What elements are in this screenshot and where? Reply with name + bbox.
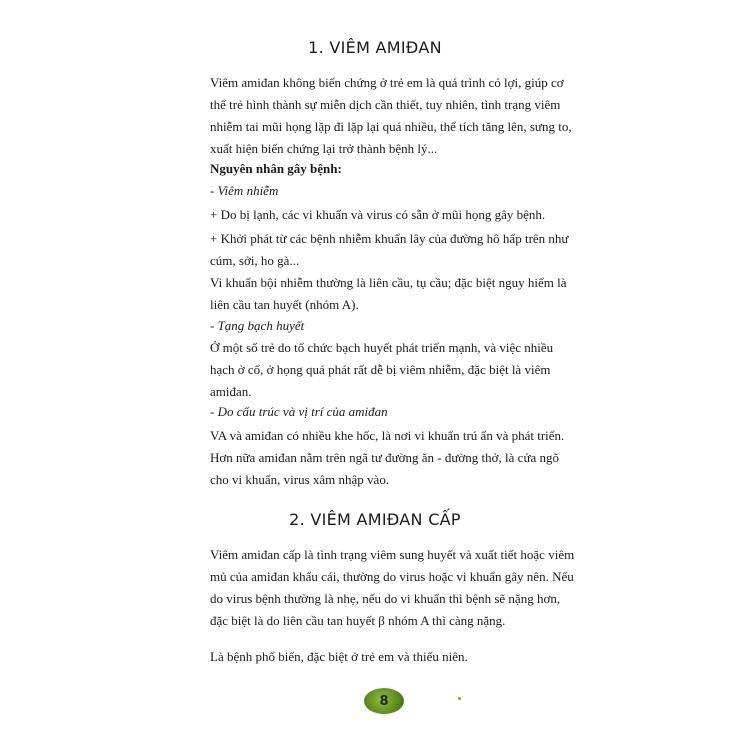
cause-label: Nguyên nhân gây bệnh: <box>210 161 342 176</box>
section-1-intro: Viêm amiđan không biến chứng ở trẻ em là quá trình có lợi, giúp cơ thể trẻ hình thành sự miễn dịch cần thiết, tuy nhiên, tình trạng viêm nhiễm tai mũi họng lặp đi lặp lại quá nhiều, thể tích tăng lên, sưng to, xuất hiện biến chứng lại trở thành bệnh lý... <box>210 75 572 156</box>
structure-label: - Do cấu trúc và vị trí của amiđan <box>210 404 388 419</box>
lymph-label: - Tạng bạch huyết <box>210 318 305 333</box>
section-2-text-2: Là bệnh phổ biến, đặc biệt ở trẻ em và thiếu niên. <box>210 649 468 664</box>
infection-item-1: + Do bị lạnh, các vi khuẩn và virus có sẵn ở mũi họng gây bệnh. <box>210 207 546 222</box>
structure-text: VA và amiđan có nhiều khe hốc, là nơi vi khuẩn trú ẩn và phát triển. Hơn nữa amiđan nằm trên ngã tư đường ăn - đường thở, là cửa ngõ cho vi khuẩn, virus xâm nhập vào. <box>210 428 565 487</box>
lymph-text: Ở một số trẻ do tổ chức bạch huyết phát triển mạnh, và việc nhiều hạch ở cổ, ở họng quá phát rất dễ bị viêm nhiễm, đặc biệt là viêm amiđan. <box>210 340 554 399</box>
section-1-heading: 1. VIÊM AMIĐAN <box>308 38 442 57</box>
page-number: 8 <box>379 693 389 709</box>
decorative-dot <box>458 697 461 700</box>
section-2-text-1: Viêm amiđan cấp là tình trạng viêm sung huyết và xuất tiết hoặc viêm mủ của amiđan khẩu cái, thường do virus hoặc vi khuẩn gây nên. Nếu do virus bệnh thường là nhẹ, nếu do vi khuẩn thì bệnh sẽ nặng hơn, đặc biệt là do liên cầu tan huyết β nhóm A thì càng nặng. <box>210 547 575 628</box>
bacteria-text: Vi khuẩn bội nhiễm thường là liên cầu, tụ cầu; đặc biệt nguy hiểm là liên cầu tan huyết (nhóm A). <box>210 275 567 312</box>
infection-item-2: + Khởi phát từ các bệnh nhiễm khuẩn lây của đường hô hấp trên như cúm, sởi, ho gà... <box>210 231 569 268</box>
page-number-badge <box>364 688 404 714</box>
infection-label: - Viêm nhiễm <box>210 183 279 198</box>
section-2-heading: 2. VIÊM AMIĐAN CẤP <box>289 510 461 529</box>
